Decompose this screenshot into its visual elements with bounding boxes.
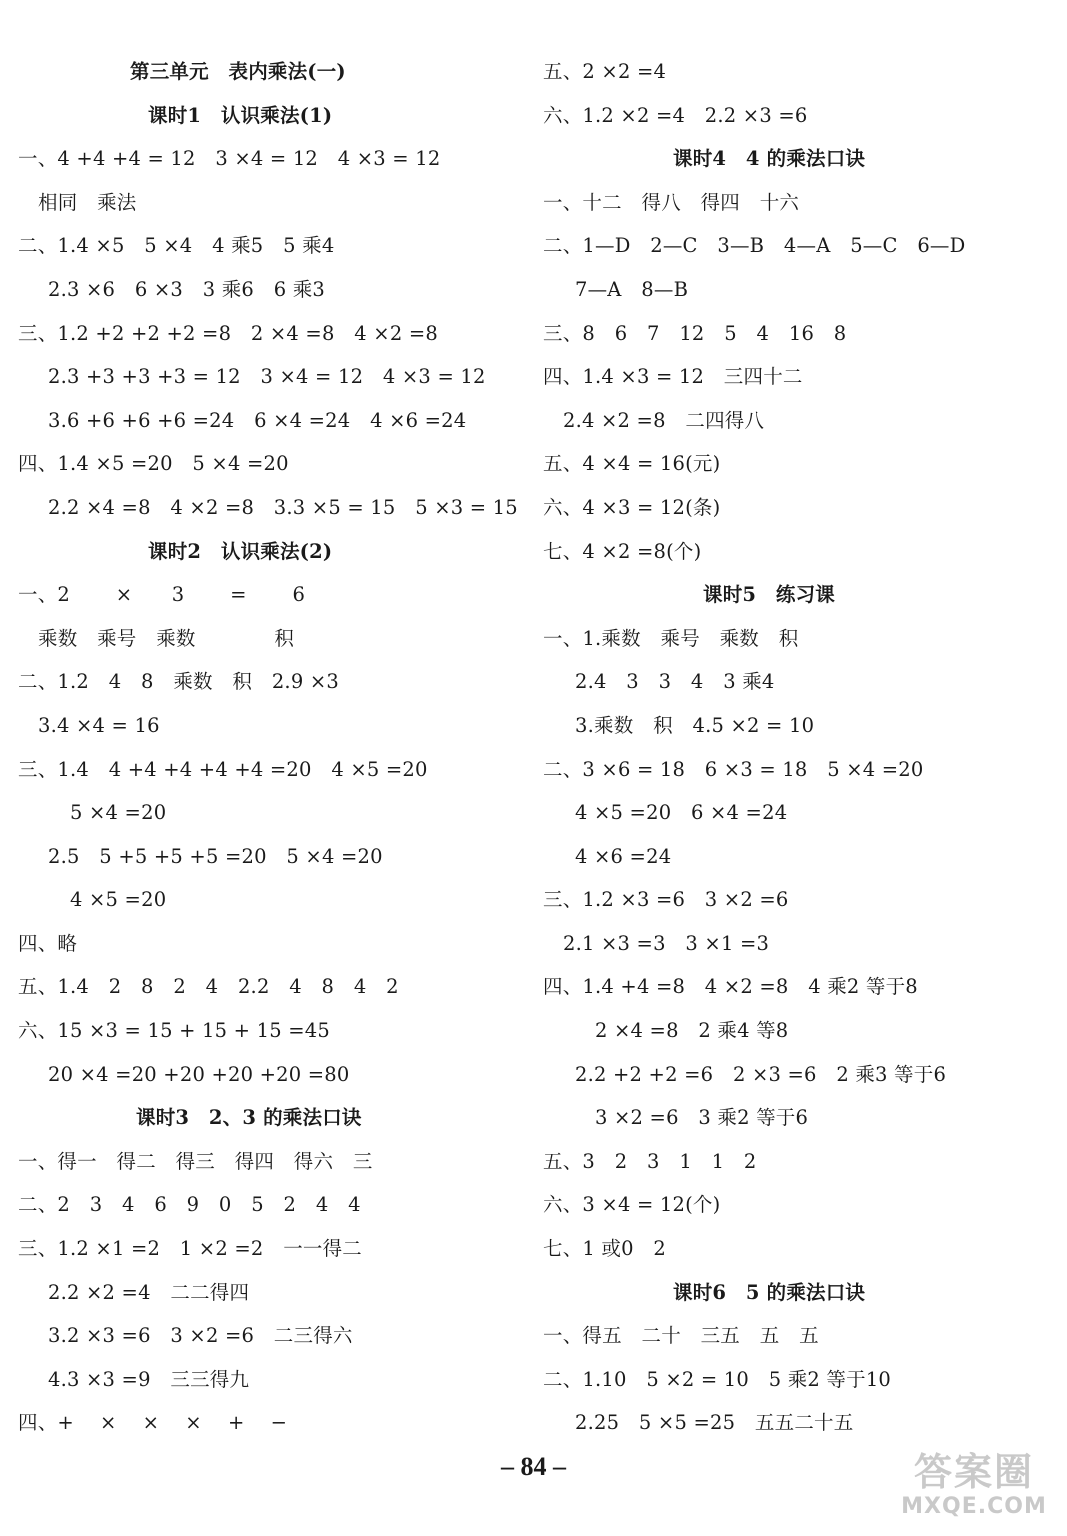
answer-line: 五、1.4 2 8 2 4 2.2 4 8 4 2 [18, 975, 399, 999]
answer-line: 2.3 ×6 6 ×3 3 乘6 6 乘3 [48, 277, 326, 301]
watermark-site: MXQE.COM [901, 1494, 1047, 1519]
section-heading: 课时4 4 的乘法口诀 [673, 147, 866, 171]
section-heading: 课时6 5 的乘法口诀 [673, 1280, 866, 1304]
answer-line: 五、3 2 3 1 1 2 [543, 1149, 757, 1173]
answer-line: 2.4 ×2 =8 二四得八 [563, 408, 765, 432]
answer-line: 3 ×2 =6 3 乘2 等于6 [595, 1106, 809, 1130]
answer-line: 七、4 ×2 =8(个) [543, 539, 702, 563]
section-heading: 课时2 认识乘法(2) [148, 539, 333, 563]
answer-line: 三、1.2 ×1 =2 1 ×2 =2 一一得二 [18, 1237, 362, 1261]
answer-line: 2 ×4 =8 2 乘4 等8 [595, 1019, 789, 1043]
answer-line: 20 ×4 =20 +20 +20 +20 =80 [48, 1062, 350, 1086]
answer-line: 三、8 6 7 12 5 4 16 8 [543, 321, 847, 345]
left-answer-column [18, 50, 518, 1445]
watermark-logo [889, 1450, 1059, 1530]
answer-line: 一、十二 得八 得四 十六 [543, 190, 800, 214]
answer-line: 4 ×5 =20 6 ×4 =24 [575, 801, 788, 825]
section-heading: 课时3 2、3 的乘法口诀 [136, 1106, 362, 1130]
answer-line: 二、2 3 4 6 9 0 5 2 4 4 [18, 1193, 361, 1217]
answer-line: 7—A 8—B [575, 277, 689, 301]
answer-line: 一、4 +4 +4 = 12 3 ×4 = 12 4 ×3 = 12 [18, 147, 441, 171]
answer-line: 二、1.4 ×5 5 ×4 4 乘5 5 乘4 [18, 234, 335, 258]
answer-line: 2.2 ×4 =8 4 ×2 =8 3.3 ×5 = 15 5 ×3 = 15 [48, 495, 518, 519]
answer-line: 五、4 ×4 = 16(元) [543, 452, 721, 476]
answer-line: 3.6 +6 +6 +6 =24 6 ×4 =24 4 ×6 =24 [48, 408, 467, 432]
answer-line: 3.2 ×3 =6 3 ×2 =6 二三得六 [48, 1324, 353, 1348]
answer-line: 2.2 ×2 =4 二二得四 [48, 1280, 250, 1304]
answer-line: 二、3 ×6 = 18 6 ×3 = 18 5 ×4 =20 [543, 757, 924, 781]
answer-line: 四、1.4 ×3 = 12 三四十二 [543, 365, 803, 389]
answer-line: 二、1.2 4 8 乘数 积 2.9 ×3 [18, 670, 339, 694]
answer-line: 3.4 ×4 = 16 [38, 713, 160, 737]
answer-line: 2.4 3 3 4 3 乘4 [575, 670, 775, 694]
watermark-text: 答案圈 [913, 1450, 1034, 1494]
answer-line: 4 ×6 =24 [575, 844, 672, 868]
answer-line: 六、4 ×3 = 12(条) [543, 495, 721, 519]
answer-line: 七、1 或0 2 [543, 1237, 667, 1261]
answer-line: 六、3 ×4 = 12(个) [543, 1193, 721, 1217]
answer-line: 二、1—D 2—C 3—B 4—A 5—C 6—D [543, 234, 966, 258]
answer-line: 2.5 5 +5 +5 +5 =20 5 ×4 =20 [48, 844, 383, 868]
answer-line: 四、1.4 ×5 =20 5 ×4 =20 [18, 452, 289, 476]
section-heading: 课时5 练习课 [703, 583, 835, 607]
right-answer-column [543, 50, 1053, 1445]
answer-line: 三、1.4 4 +4 +4 +4 +4 =20 4 ×5 =20 [18, 757, 428, 781]
answer-line: 2.2 +2 +2 =6 2 ×3 =6 2 乘3 等于6 [575, 1062, 947, 1086]
answer-line: 六、15 ×3 = 15 + 15 + 15 =45 [18, 1019, 330, 1043]
answer-line: 相同 乘法 [38, 190, 137, 214]
section-heading: 第三单元 表内乘法(一) [130, 60, 346, 83]
answer-line: 四、1.4 +4 =8 4 ×2 =8 4 乘2 等于8 [543, 975, 918, 999]
answer-line: 六、1.2 ×2 =4 2.2 ×3 =6 [543, 103, 808, 127]
answer-line: 2.25 5 ×5 =25 五五二十五 [575, 1411, 854, 1435]
answer-line: 三、1.2 +2 +2 +2 =8 2 ×4 =8 4 ×2 =8 [18, 321, 438, 345]
answer-line: 二、1.10 5 ×2 = 10 5 乘2 等于10 [543, 1367, 892, 1391]
answer-line: 一、得一 得二 得三 得四 得六 三 [18, 1149, 373, 1173]
answer-line: 五、2 ×2 =4 [543, 60, 667, 83]
answer-line: 5 ×4 =20 [70, 801, 167, 825]
answer-line: 乘数 乘号 乘数 积 [38, 626, 295, 650]
answer-line: 4 ×5 =20 [70, 888, 167, 912]
answer-line: 四、+ × × × + − [18, 1411, 288, 1435]
answer-line: 一、2 × 3 = 6 [18, 583, 306, 607]
answer-line: 2.3 +3 +3 +3 = 12 3 ×4 = 12 4 ×3 = 12 [48, 365, 486, 389]
answer-line: 4.3 ×3 =9 三三得九 [48, 1367, 250, 1391]
page-number: – 84 – [501, 1452, 566, 1481]
section-heading: 课时1 认识乘法(1) [148, 103, 333, 127]
answer-line: 四、略 [18, 931, 78, 955]
answer-line: 3.乘数 积 4.5 ×2 = 10 [575, 713, 815, 737]
answer-line: 一、1.乘数 乘号 乘数 积 [543, 626, 799, 650]
answer-line: 三、1.2 ×3 =6 3 ×2 =6 [543, 888, 789, 912]
answer-line: 一、得五 二十 三五 五 五 [543, 1324, 819, 1348]
answer-line: 2.1 ×3 =3 3 ×1 =3 [563, 931, 770, 955]
